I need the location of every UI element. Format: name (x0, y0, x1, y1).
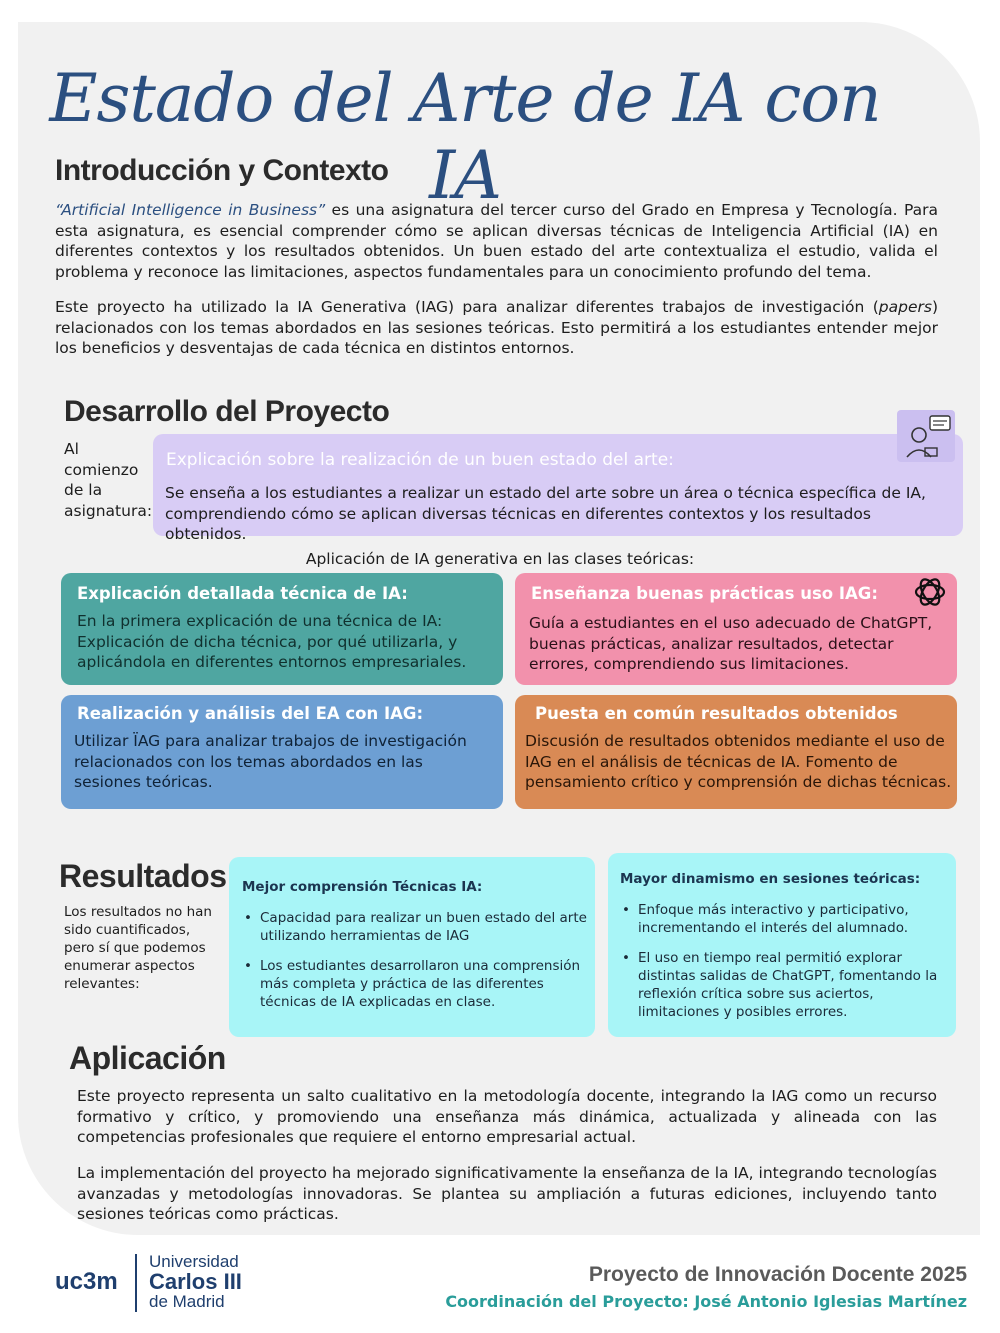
list-item: • Los estudiantes desarrollaron una comprensión más completa y práctica de las diferentes técnicas de IA explicadas en clase. (242, 957, 587, 1011)
card-title: Puesta en común resultados obtenidos (535, 704, 898, 723)
intro-heading: Introducción y Contexto (55, 154, 389, 187)
logo-short: uc3m (55, 1268, 118, 1295)
chatgpt-icon (911, 573, 949, 611)
course-name: “Artificial Intelligence in Business” (55, 201, 326, 219)
resultados-note: Los resultados no han sido cuantificados, pero sí que podemos enumerar aspectos relevantes: (64, 904, 212, 992)
list-item: • Enfoque más interactivo y participativo, incrementando el interés del alumnado. (620, 901, 950, 937)
card-body: Discusión de resultados obtenidos mediante el uso de IAG en el análisis de técnicas de IA. Fomento de pensamiento crítico y comprensión de dichas técnicas. (525, 732, 952, 791)
card-explicacion (61, 573, 503, 685)
page-title: Estado del Arte de IA con IA (49, 60, 881, 214)
university-logo (55, 1252, 265, 1314)
top-box-body: Se enseña a los estudiantes a realizar un estado del arte sobre un área o técnica específica de IA, comprendiendo cómo se aplican diversas técnicas en diferentes contextos y los resultados obtenidos. (165, 484, 926, 543)
card-title: Enseñanza buenas prácticas uso IAG: (531, 584, 878, 603)
intro-p2-b: ) relacionados con los temas abordados en las sesiones teóricas. Esto permitirá a los estudiantes entender mejor los beneficios y desventajas de cada técnica en distintos entornos. (55, 298, 938, 357)
card-title: Realización y análisis del EA con IAG: (77, 704, 424, 723)
desarrollo-heading: Desarrollo del Proyecto (64, 395, 390, 428)
card-buenas-practicas (515, 573, 957, 685)
logo-divider (135, 1254, 137, 1312)
top-box-title: Explicación sobre la realización de un buen estado del arte: (166, 450, 674, 470)
intro-p2-em: papers (878, 298, 932, 316)
intro-paragraph-1 (55, 200, 938, 282)
resultado-list (242, 909, 587, 1023)
top-explanation-box (153, 434, 963, 543)
logo-line-2: Carlos III (149, 1269, 242, 1294)
teacher-icon (897, 410, 955, 462)
side-label: Al comienzo de la asignatura: (64, 440, 153, 520)
project-label: Proyecto de Innovación Docente 2025 (588, 1263, 967, 1286)
card-body: Utilizar ÏAG para analizar trabajos de investigación relacionados con los temas abordados en las sesiones teóricas. (74, 732, 467, 791)
resultado-list (620, 901, 950, 1033)
list-item: • Capacidad para realizar un buen estado del arte utilizando herramientas de IAG (242, 909, 587, 945)
aplicacion-ia-subheading: Aplicación de IA generativa en las clases teóricas: (305, 550, 695, 568)
aplicacion-heading: Aplicación (69, 1040, 226, 1076)
card-body: En la primera explicación de una técnica de IA: Explicación de dicha técnica, por qué utilizarla, y aplicándola en diferentes entornos empresariales. (77, 612, 467, 671)
intro-paragraph-2 (55, 297, 938, 359)
resultado-box-dinamismo (608, 853, 956, 1037)
logo-line-1: Universidad (149, 1252, 239, 1271)
card-realizacion (61, 695, 503, 809)
list-item: • El uso en tiempo real permitió explorar distintas salidas de ChatGPT, fomentando la reflexión crítica sobre sus aciertos, limitaciones y posibles errores. (620, 949, 950, 1021)
aplicacion-paragraph-2: La implementación del proyecto ha mejorado significativamente la enseñanza de la IA, integrando tecnologías avanzadas y metodologías innovadoras. Se plantea su ampliación a futuras ediciones, incluyendo tanto sesiones teóricas como prácticas. (77, 1164, 937, 1223)
resultado-title: Mayor dinamismo en sesiones teóricas: (620, 871, 921, 887)
intro-p2-a: Este proyecto ha utilizado la IA Generativa (IAG) para analizar diferentes trabajos de investigación ( (55, 298, 879, 316)
resultado-box-comprension (229, 857, 595, 1037)
logo-line-3: de Madrid (149, 1292, 225, 1311)
resultado-title: Mejor comprensión Técnicas IA: (242, 879, 483, 895)
coordination-label: Coordinación del Proyecto: José Antonio Iglesias Martínez (445, 1292, 967, 1311)
resultados-heading: Resultados (59, 858, 227, 894)
card-puesta-en-comun (515, 695, 957, 809)
card-body: Guía a estudiantes en el uso adecuado de ChatGPT, buenas prácticas, analizar resultados, detectar errores, comprendiendo sus limitaciones. (529, 614, 933, 673)
aplicacion-paragraph-1: Este proyecto representa un salto cualitativo en la metodología docente, integrando la IAG como un recurso formativo y crítico, y promoviendo una enseñanza más dinámica, actualizada y alineada con las competencias profesionales que requiere el entorno empresarial actual. (77, 1087, 937, 1146)
intro-p1-text: es una asignatura del tercer curso del Grado en Empresa y Tecnología. Para esta asignatura, es esencial comprender cómo se aplican diversas técnicas de Inteligencia Artificial (IA) en diferentes contextos y los resultados obtenidos. Un buen estado del arte contextualiza el estudio, valida el problema y reconoce las limitaciones, aspectos fundamentales para un conocimiento profundo del tema. (55, 201, 938, 281)
card-title: Explicación detallada técnica de IA: (77, 584, 408, 603)
